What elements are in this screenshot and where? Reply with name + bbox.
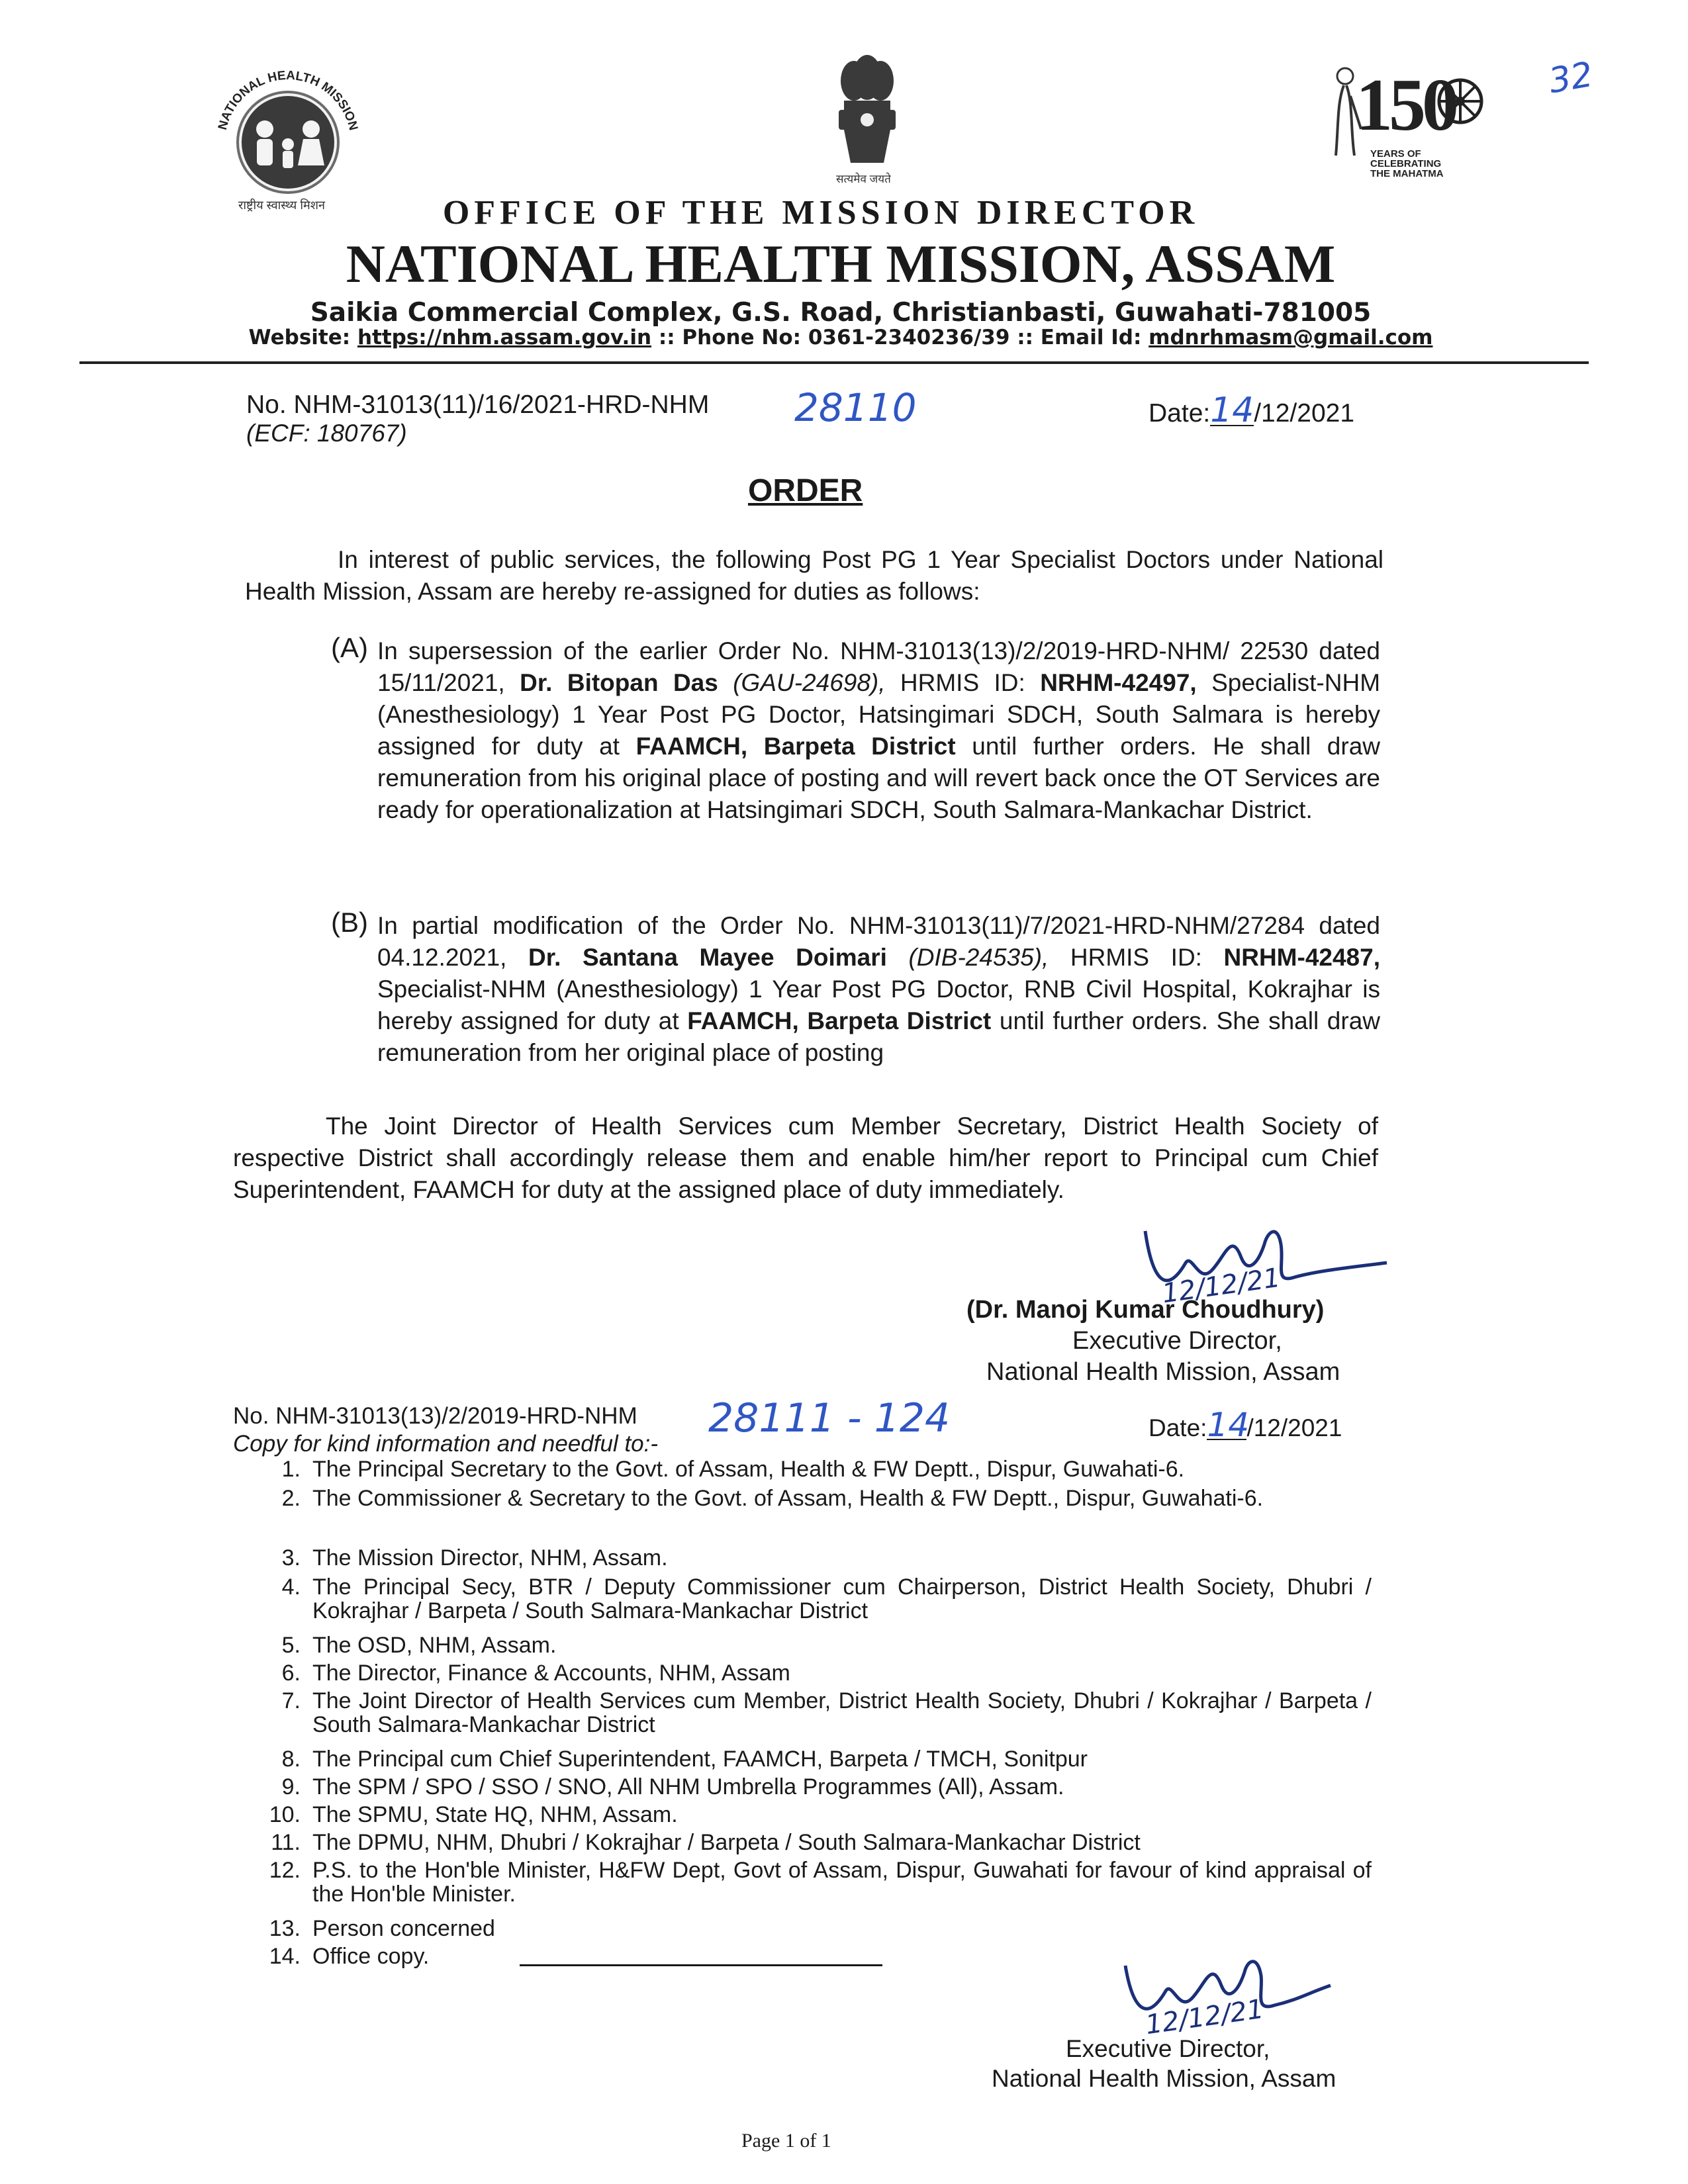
para-a-place: FAAMCH, Barpeta District	[635, 733, 956, 760]
list-text: The Joint Director of Health Services cum Member, District Health Society, Dhubri / Kokrajhar / Barpeta / South Salmara-Mankachar District	[312, 1688, 1372, 1737]
list-text: The Commissioner & Secretary to the Govt. of Assam, Health & FW Deptt., Dispur, Guwahati-6.	[312, 1486, 1264, 1511]
website-label: Website:	[248, 326, 351, 349]
para-a-doctor-name: Dr. Bitopan Das	[520, 669, 718, 696]
closing-text: The Joint Director of Health Services cum Member Secretary, District Health Society of respective District shall accordingly release them and enable him/her report to Principal cum Chief Superintendent, FAAMCH for duty at the assigned place of duty immediately.	[233, 1113, 1378, 1203]
para-b-text-2: HRMIS ID:	[1049, 944, 1224, 971]
date-month-year: /12/2021	[1254, 399, 1355, 428]
para-b-text-4: until further orders. She shall draw remuneration from her original place of posting	[377, 1007, 1380, 1066]
list-number: 13.	[269, 1916, 301, 1941]
para-b-text-1: In partial modification of the Order No. NHM-31013(11)/7/2021-HRD-NHM/27284 dated 04.12.2021,	[377, 912, 1380, 971]
list-text: The SPMU, State HQ, NHM, Assam.	[312, 1802, 678, 1827]
list-number: 10.	[269, 1802, 301, 1827]
list-number: 3.	[281, 1545, 301, 1570]
list-text: The Director, Finance & Accounts, NHM, Assam	[312, 1661, 790, 1686]
para-a	[377, 635, 1380, 826]
para-b-reg-code: (DIB-24535),	[886, 944, 1049, 971]
para-b	[377, 910, 1380, 1069]
person-concerned-blank-line	[520, 1964, 882, 1966]
list-number: 7.	[281, 1688, 301, 1713]
para-a-text-2: HRMIS ID:	[885, 669, 1041, 696]
list-number: 1.	[281, 1457, 301, 1482]
para-a-text-1: In supersession of the earlier Order No. NHM-31013(13)/2/2019-HRD-NHM/ 22530 dated 15/11/2021,	[377, 637, 1380, 696]
signature-2-organization: National Health Mission, Assam	[992, 2065, 1336, 2092]
signatory-designation: Executive Director,	[1072, 1327, 1282, 1355]
para-b-label: (B)	[331, 907, 368, 938]
organization-name: NATIONAL HEALTH MISSION, ASSAM	[346, 234, 1336, 294]
list-text: The Principal Secretary to the Govt. of Assam, Health & FW Deptt., Dispur, Guwahati-6.	[312, 1457, 1185, 1482]
para-b-hrmis-id: NRHM-42487,	[1223, 944, 1380, 971]
list-number: 2.	[281, 1486, 301, 1511]
list-text: The DPMU, NHM, Dhubri / Kokrajhar / Barpeta / South Salmara-Mankachar District	[312, 1830, 1141, 1855]
office-line: OFFICE OF THE MISSION DIRECTOR	[442, 194, 1199, 232]
gandhi-150-number: 150	[1356, 64, 1455, 146]
list-number: 4.	[281, 1574, 301, 1600]
list-number: 6.	[281, 1661, 301, 1686]
nhm-logo	[199, 66, 377, 218]
intro-text: In interest of public services, the following Post PG 1 Year Specialist Doctors under National Health Mission, Assam are hereby re-assigned for duties as follows:	[245, 546, 1383, 605]
list-text: The SPM / SPO / SSO / SNO, All NHM Umbrella Programmes (All), Assam.	[312, 1774, 1064, 1799]
emblem-motto: सत्यमेव जयते	[836, 173, 891, 185]
order-number: No. NHM-31013(11)/16/2021-HRD-NHM	[246, 390, 710, 419]
copy-number-handwritten: 28111 - 124	[708, 1395, 951, 1441]
para-a-reg-code: (GAU-24698),	[718, 669, 886, 696]
contact-line	[199, 326, 1483, 349]
ecf-number: (ECF: 180767)	[246, 420, 407, 447]
signatory-name: (Dr. Manoj Kumar Choudhury)	[966, 1296, 1325, 1324]
list-number: 9.	[281, 1774, 301, 1799]
para-a-hrmis-id: NRHM-42497,	[1040, 669, 1197, 696]
list-text: The OSD, NHM, Assam.	[312, 1633, 557, 1658]
closing-paragraph	[233, 1111, 1378, 1206]
para-a-text-3: Specialist-NHM (Anesthesiology) 1 Year Post PG Doctor, Hatsingimari SDCH, South Salmara is hereby assigned for duty at	[377, 669, 1381, 760]
date-day-handwritten: 14	[1210, 390, 1254, 430]
order-title: ORDER	[748, 473, 863, 508]
header-rule	[79, 361, 1589, 364]
page-number-handwritten: 32	[1546, 54, 1596, 102]
list-text: P.S. to the Hon'ble Minister, H&FW Dept, Govt of Assam, Dispur, Guwahati for favour of kind appraisal of the Hon'ble Minister.	[312, 1858, 1372, 1907]
signature-1-date: 12/12/21	[1160, 1262, 1282, 1310]
gandhi-logo-line2: CELEBRATING	[1370, 158, 1442, 169]
date-label: Date:	[1149, 399, 1211, 428]
website-link[interactable]: https://nhm.assam.gov.in	[357, 326, 652, 349]
para-b-text-3: Specialist-NHM (Anesthesiology) 1 Year Post PG Doctor, RNB Civil Hospital, Kokrajhar is hereby assigned for duty at	[377, 976, 1380, 1034]
copy-order-number: No. NHM-31013(13)/2/2019-HRD-NHM	[233, 1403, 637, 1429]
email-link[interactable]: mdnrhmasm@gmail.com	[1149, 326, 1433, 349]
list-text: The Principal cum Chief Superintendent, FAAMCH, Barpeta / TMCH, Sonitpur	[312, 1747, 1088, 1772]
gandhi-150-logo	[1324, 63, 1489, 195]
signature-2-designation: Executive Director,	[1066, 2035, 1270, 2062]
gandhi-logo-line1: YEARS OF	[1370, 148, 1421, 159]
para-b-doctor-name: Dr. Santana Mayee Doimari	[528, 944, 887, 971]
copy-date-label: Date:	[1149, 1414, 1207, 1441]
para-b-place: FAAMCH, Barpeta District	[687, 1007, 992, 1034]
list-number: 11.	[271, 1830, 301, 1855]
signatory-organization: National Health Mission, Assam	[986, 1358, 1340, 1386]
list-text: The Mission Director, NHM, Assam.	[312, 1545, 668, 1570]
order-number-handwritten: 28110	[794, 385, 917, 430]
list-number: 8.	[281, 1747, 301, 1772]
list-number: 5.	[281, 1633, 301, 1658]
page-footer: Page 1 of 1	[741, 2130, 831, 2152]
copy-date-month-year: /12/2021	[1246, 1414, 1342, 1441]
nhm-logo-arc-text: NATIONAL HEALTH MISSION	[215, 68, 361, 132]
charkha-wheel-icon	[1436, 77, 1484, 125]
copy-date	[1149, 1406, 1342, 1444]
order-date	[1149, 390, 1355, 430]
para-a-label: (A)	[331, 632, 368, 663]
list-text: The Principal Secy, BTR / Deputy Commissioner cum Chairperson, District Health Society, Dhubri / Kokrajhar / Barpeta / South Salmara-Mankachar District	[312, 1574, 1372, 1623]
list-text: Office copy.	[312, 1944, 430, 1969]
list-text: Person concerned	[312, 1916, 495, 1941]
national-emblem	[824, 48, 910, 185]
list-number: 12.	[269, 1858, 301, 1883]
signature-2-date: 12/12/21	[1143, 1993, 1266, 2041]
copy-date-day-handwritten: 14	[1207, 1406, 1250, 1444]
intro-paragraph	[245, 544, 1383, 608]
copy-line: Copy for kind information and needful to:-	[233, 1431, 659, 1457]
gandhi-logo-line3: THE MAHATMA	[1370, 168, 1444, 179]
nhm-logo-hindi: राष्ट्रीय स्वास्थ्य मिशन	[238, 199, 325, 212]
address-line: Saikia Commercial Complex, G.S. Road, Christianbasti, Guwahati-781005	[310, 298, 1372, 328]
list-number: 14.	[269, 1944, 301, 1969]
para-a-text-4: until further orders. He shall draw remuneration from his original place of posting and will revert back once the OT Services are ready for operationalization at Hatsingimari SDCH, South Salmara-Mankachar District.	[377, 733, 1381, 823]
phone-text: :: Phone No: 0361-2340236/39 :: Email Id:	[658, 326, 1142, 349]
